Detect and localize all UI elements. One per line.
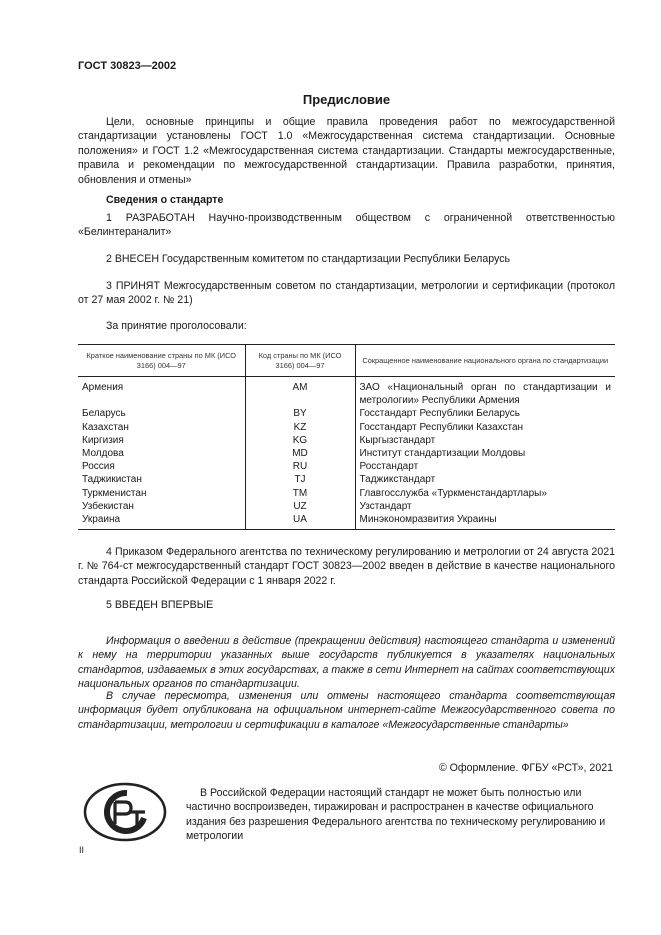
code-cell: UZ: [245, 500, 355, 513]
country-cell: Узбекистан: [82, 500, 134, 512]
table-row: [78, 377, 615, 408]
body-cell: Главгосслужба «Туркменстандартлары»: [355, 487, 615, 500]
body-column-header: Сокращенное наименование национального органа по стандартизации: [355, 345, 615, 377]
table-row: [78, 434, 615, 447]
item-developed: 1 РАЗРАБОТАН Научно-производственным обществом с ограниченной ответственностью «Белинтераналит»: [78, 212, 615, 239]
copyright-notice: © Оформление. ФГБУ «РСТ», 2021: [438, 762, 613, 774]
notice-paragraph-2: В случае пересмотра, изменения или отмены настоящего стандарта соответствующая информация будет опубликована на официальном интернет-сайте Межгосударственного совета по стандартизации, метрологии и сертификации в каталоге «Межгосударственные стандарты»: [78, 690, 615, 731]
country-cell: Таджикистан: [82, 474, 142, 486]
body-cell: Таджикстандарт: [355, 473, 615, 486]
code-cell: UA: [245, 513, 355, 530]
country-cell: Киргизия: [82, 434, 124, 446]
table-row: [78, 407, 615, 420]
page-title: Предисловие: [302, 92, 391, 107]
table-header-row: [78, 345, 615, 377]
item-introduced: 2 ВНЕСЕН Государственным комитетом по стандартизации Республики Беларусь: [106, 253, 511, 265]
code-cell: KZ: [245, 421, 355, 434]
body-cell: Госстандарт Республики Беларусь: [355, 407, 615, 420]
country-column-header: Краткое наименование страны по МК (ИСО 3166) 004—97: [78, 345, 245, 377]
table-row: [78, 447, 615, 460]
table-row: [78, 487, 615, 500]
code-cell: RU: [245, 460, 355, 473]
country-cell: Казахстан: [82, 421, 129, 433]
table-row: [78, 513, 615, 530]
country-cell: Молдова: [82, 448, 124, 460]
page-number: II: [79, 845, 85, 855]
body-cell: Госстандарт Республики Казахстан: [355, 421, 615, 434]
code-cell: TM: [245, 487, 355, 500]
item-adopted: 3 ПРИНЯТ Межгосударственным советом по стандартизации, метрологии и сертификации (протокол от 27 мая 2002 г. № 21): [78, 280, 615, 307]
item-first-introduced: 5 ВВЕДЕН ВПЕРВЫЕ: [106, 599, 214, 611]
item-enacted: 4 Приказом Федерального агентства по техническому регулированию и метрологии от 24 августа 2021 г. № 764-ст межгосударственный стандарт ГОСТ 30823—2002 введен в действие в качестве национального стандарта Российской Федерации с 1 января 2022 г.: [78, 546, 615, 587]
country-cell: Украина: [78, 513, 245, 530]
country-cell: Армения: [82, 382, 124, 393]
code-cell: AM: [245, 377, 355, 408]
country-cell: Туркменистан: [82, 487, 147, 499]
table-row: [78, 500, 615, 513]
intro-paragraph: Цели, основные принципы и общие правила проведения работ по межгосударственной стандартизации установлены ГОСТ 1.0 «Межгосударственная система стандартизации. Основные положения» и ГОСТ 1.2 «Межгосударственная система стандартизации. Стандарты межгосударственные, правила и рекомендации по межгосударственной стандартизации. Правила разработки, принятия, обновления и отмены»: [78, 116, 615, 186]
rights-notice: В Российской Федерации настоящий стандарт не может быть полностью или частично воспроизведен, тиражирован и распространен в качестве официального издания без разрешения Федерального агентства по техническому регулированию и метрологии: [186, 787, 606, 843]
voted-label: За принятие проголосовали:: [106, 320, 247, 332]
country-cell: Россия: [82, 461, 115, 473]
body-cell: Минэкономразвития Украины: [355, 513, 615, 530]
section-heading: Сведения о стандарте: [106, 194, 224, 206]
member-states-table: [78, 344, 615, 530]
body-cell: Кыргызстандарт: [355, 434, 615, 447]
code-cell: BY: [245, 407, 355, 420]
body-cell: ЗАО «Национальный орган по стандартизации и метрологии» Республики Армения: [355, 377, 615, 408]
document-code: ГОСТ 30823—2002: [78, 60, 177, 72]
code-cell: MD: [245, 447, 355, 460]
rst-logo-icon: [83, 782, 167, 842]
table-row: [78, 460, 615, 473]
code-cell: TJ: [245, 473, 355, 486]
code-column-header: Код страны по МК (ИСО 3166) 004—97: [245, 345, 355, 377]
country-cell: Беларусь: [82, 408, 126, 420]
body-cell: Узстандарт: [355, 500, 615, 513]
notice-paragraph-1: Информация о введении в действие (прекращении действия) настоящего стандарта и изменений к нему на территории указанных выше государств публикуется в указателях национальных стандартов, издаваемых в этих государствах, а также в сети Интернет на сайтах соответствующих национальных органов по стандартизации.: [78, 635, 615, 691]
body-cell: Институт стандартизации Молдовы: [355, 447, 615, 460]
table-row: [78, 473, 615, 486]
code-cell: KG: [245, 434, 355, 447]
body-cell: Росстандарт: [355, 460, 615, 473]
table-row: [78, 421, 615, 434]
